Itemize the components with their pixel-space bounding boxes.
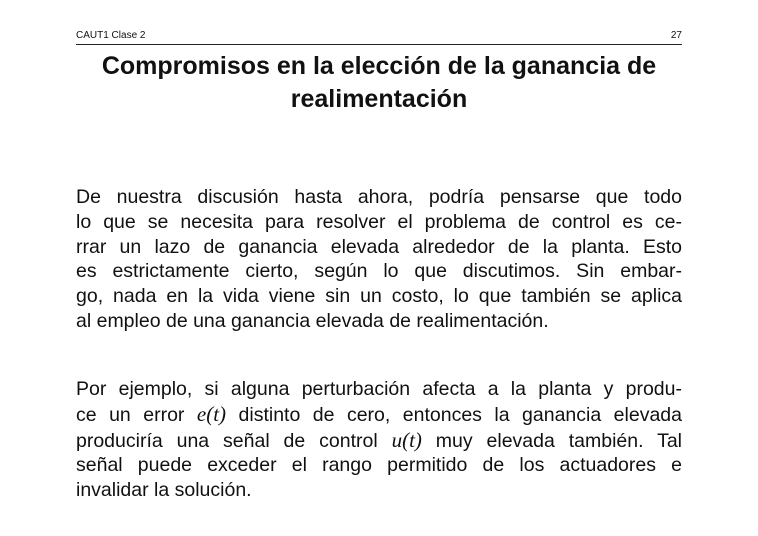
paragraph-1-line: lo que se necesita para resolver el problema de control es ce- — [76, 210, 682, 233]
title-line-2: realimentación — [290, 85, 468, 113]
text-segment: muy elevada también. Tal — [421, 429, 683, 452]
paragraph-1-line: al empleo de una ganancia elevada de realimentación. — [76, 309, 549, 332]
paragraph-2-line: invalidar la solución. — [76, 479, 252, 502]
course-label: CAUT1 Clase 2 — [76, 30, 146, 41]
page-title — [60, 50, 698, 116]
error-signal-math: e(t) — [196, 401, 227, 426]
text-segment: ce un error — [76, 403, 197, 426]
page-header — [76, 30, 682, 45]
page-number: 27 — [670, 30, 682, 41]
paragraph-2-line: señal puede exceder el rango permitido de los actuadores e — [76, 454, 682, 477]
paragraph-1-line: go, nada en la vida viene sin un costo, lo que también se aplica — [76, 285, 682, 308]
paragraph-2-line — [76, 428, 682, 454]
paragraph-1 — [76, 185, 682, 334]
paragraph-2-line — [76, 402, 682, 428]
paragraph-1-line: De nuestra discusión hasta ahora, podría pensarse que todo — [76, 186, 682, 208]
paragraph-1-line: es estrictamente cierto, según lo que discutimos. Sin embar- — [76, 260, 682, 283]
text-segment: distinto de cero, entonces la ganancia elevada — [226, 403, 682, 426]
paragraph-2 — [76, 377, 682, 503]
text-segment: produciría una señal de control — [76, 429, 392, 452]
paragraph-2-line: Por ejemplo, si alguna perturbación afecta a la planta y produ- — [76, 378, 682, 400]
control-signal-math: u(t) — [391, 427, 422, 452]
title-line-1: Compromisos en la elección de la ganancia de — [101, 52, 657, 80]
paragraph-1-line: rrar un lazo de ganancia elevada alrededor de la planta. Esto — [76, 235, 682, 258]
